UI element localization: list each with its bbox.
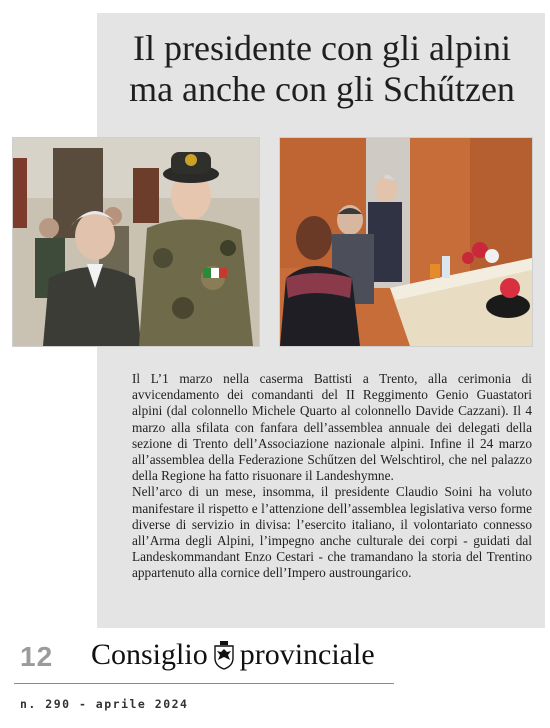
photo-president-with-alpine-officer	[12, 137, 260, 347]
footer-divider	[14, 683, 394, 684]
headline-line-2: ma anche con gli Schűtzen	[129, 69, 515, 109]
article-paragraph-2: Nell’arco di un mese, insomma, il presidente Claudio Soini ha voluto manifestare il rispetto e l’attenzione dell’assemblea legislativa verso forme diverse di servizio in divisa: l’esercito italiano, il volontariato connesso all’Arma degli Alpini, l’impegno anche culturale dei corpi - guidati dal Landeskommandant Enzo Cestari - che tramandano la storia del Trentino appartenuto alla cornice dell’Impero austroungarico.	[132, 484, 532, 581]
brand-word-consiglio: Consiglio	[91, 638, 208, 671]
eagle-crest-icon	[212, 640, 236, 670]
headline-line-1: Il presidente con gli alpini	[133, 28, 511, 68]
article-body	[132, 371, 532, 582]
headline	[104, 28, 540, 110]
page-number: 12	[20, 641, 54, 672]
photo-left-illustration	[13, 138, 259, 346]
brand-word-provinciale: provinciale	[239, 638, 375, 671]
photo-assembly-hall	[279, 137, 533, 347]
photo-right-illustration	[280, 138, 532, 346]
issue-line: n. 290 - aprile 2024	[20, 697, 189, 711]
article-paragraph-1: Il L’1 marzo nella caserma Battisti a Trento, alla cerimonia di avvicendamento dei comandanti del II Reggimento Genio Guastatori alpini (dal colonnello Michele Quarto al colonnello Davide Cazzani). Il 4 marzo alla sfilata con fanfara dell’assemblea annuale dei delegati della sezione di Trento dell’Associazione nazionale alpini. Infine il 24 marzo all’assemblea della Federazione Schűtzen del Welschtirol, che nel palazzo della Regione ha fatto risuonare il Landeshymne.	[132, 371, 532, 484]
masthead-brand	[91, 638, 375, 672]
